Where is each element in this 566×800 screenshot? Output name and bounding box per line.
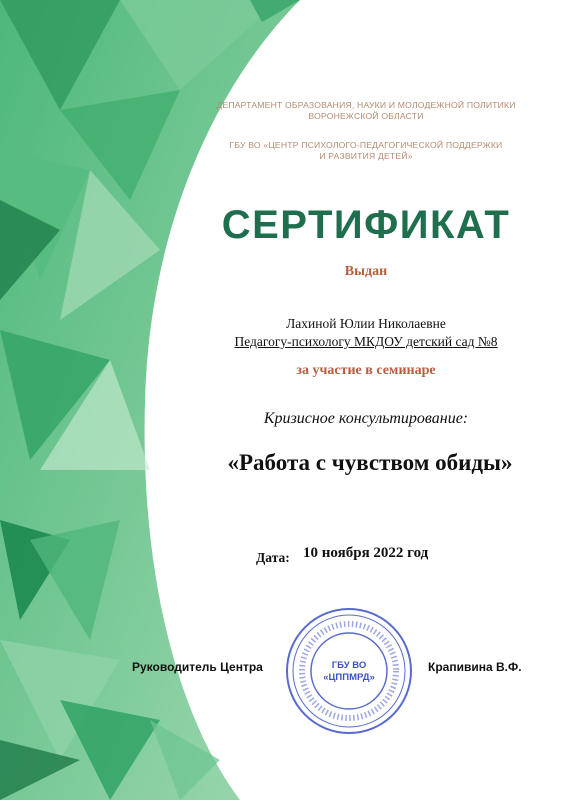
organization-header <box>196 100 536 122</box>
stamp-line-1: ГБУ ВО <box>331 660 367 671</box>
recipient-position: Педагогу-психологу МКДОУ детский сад №8 <box>234 334 498 349</box>
organization-line-1: ДЕПАРТАМЕНТ ОБРАЗОВАНИЯ, НАУКИ И МОЛОДЕЖНОЙ ПОЛИТИКИ <box>216 100 516 110</box>
seminar-subtitle: Кризисное консультирование: <box>263 410 469 427</box>
organization-line-2: ВОРОНЕЖСКОЙ ОБЛАСТИ <box>308 111 424 121</box>
stamp-line-2: «ЦППМРД» <box>323 672 375 683</box>
signer-name: Крапивина В.Ф. <box>428 660 522 674</box>
seminar-topic: «Работа с чувством обиды» <box>227 450 513 475</box>
issued-label: Выдан <box>344 264 388 279</box>
center-header <box>196 140 536 162</box>
participation-text: за участие в семинаре <box>296 363 436 378</box>
certificate-title: СЕРТИФИКАТ <box>221 203 511 247</box>
date-label: Дата: <box>256 550 290 565</box>
stamp-center-text <box>284 660 414 684</box>
signer-title: Руководитель Центра <box>132 660 263 674</box>
date-value: 10 ноября 2022 год <box>303 545 429 561</box>
recipient-name: Лахиной Юлии Николаевне <box>286 316 446 331</box>
center-line-2: И РАЗВИТИЯ ДЕТЕЙ» <box>319 151 413 161</box>
center-line-1: ГБУ ВО «ЦЕНТР ПСИХОЛОГО-ПЕДАГОГИЧЕСКОЙ ПОДДЕРЖКИ <box>229 140 503 150</box>
